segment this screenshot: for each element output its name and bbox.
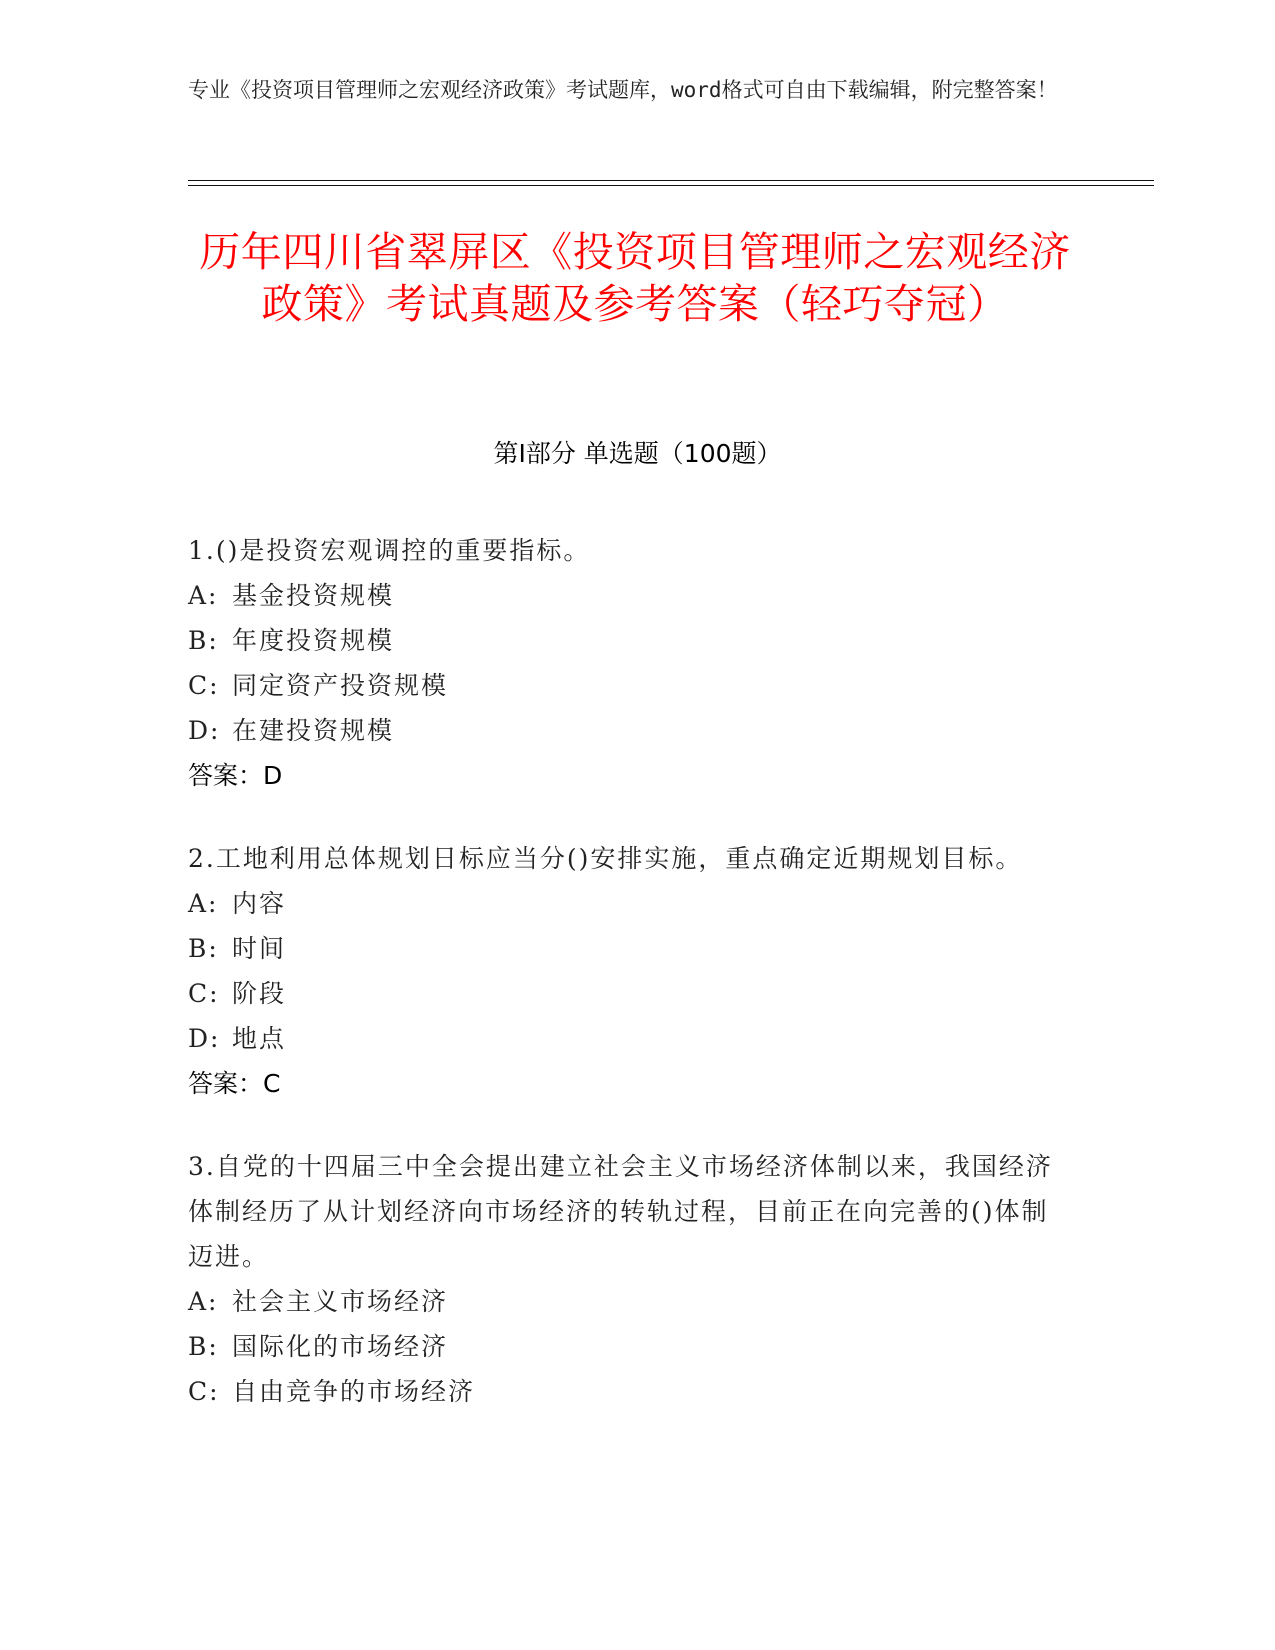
answer-line: 答案：D [188,761,283,790]
option-b [188,926,1068,971]
option-label: A: [188,889,219,918]
option-text: 年度投资规模 [232,626,395,655]
option-label: C: [188,979,220,1008]
option-a [188,881,1068,926]
question-1 [188,528,1068,798]
option-c [188,971,1068,1016]
question-stem: 2.工地利用总体规划日标应当分()安排实施，重点确定近期规划目标。 [188,844,1023,873]
section-heading: 第Ⅰ部分 单选题（100题） [493,439,782,468]
option-text: 自由竞争的市场经济 [232,1377,476,1406]
option-label: D: [188,716,221,745]
question-stem: 1.()是投资宏观调控的重要指标。 [188,536,591,565]
option-text: 在建投资规模 [232,716,395,745]
question-stem: 3.自党的十四届三中全会提出建立社会主义市场经济体制以来，我国经济体制经历了从计划经济向市场经济的转轨过程，目前正在向完善的()体制迈进。 [188,1152,1053,1271]
option-text: 内容 [232,889,287,918]
option-text: 国际化的市场经济 [232,1332,449,1361]
answer-line: 答案：C [188,1069,281,1098]
option-a [188,573,1068,618]
option-label: B: [188,626,219,655]
header-divider-bottom [188,185,1154,186]
option-text: 社会主义市场经济 [232,1287,449,1316]
header-divider-top [188,180,1154,181]
option-label: C: [188,671,220,700]
document-title: 历年四川省翠屏区《投资项目管理师之宏观经济政策》考试真题及参考答案（轻巧夺冠） [199,228,1071,328]
option-label: C: [188,1377,220,1406]
question-3 [188,1144,1068,1414]
option-text: 同定资产投资规模 [232,671,449,700]
option-label: B: [188,934,219,963]
option-label: A: [188,1287,219,1316]
option-c [188,1369,1068,1414]
header-note: 专业《投资项目管理师之宏观经济政策》考试题库，word格式可自由下载编辑，附完整答案！ [188,78,1058,102]
option-text: 基金投资规模 [232,581,395,610]
option-c [188,663,1068,708]
option-d [188,708,1068,753]
option-b [188,1324,1068,1369]
question-list [188,528,1068,1452]
option-text: 时间 [232,934,287,963]
option-label: A: [188,581,219,610]
option-b [188,618,1068,663]
option-d [188,1016,1068,1061]
option-text: 地点 [232,1024,287,1053]
option-label: D: [188,1024,221,1053]
option-a [188,1279,1068,1324]
option-text: 阶段 [232,979,287,1008]
option-label: B: [188,1332,219,1361]
question-2 [188,836,1068,1106]
